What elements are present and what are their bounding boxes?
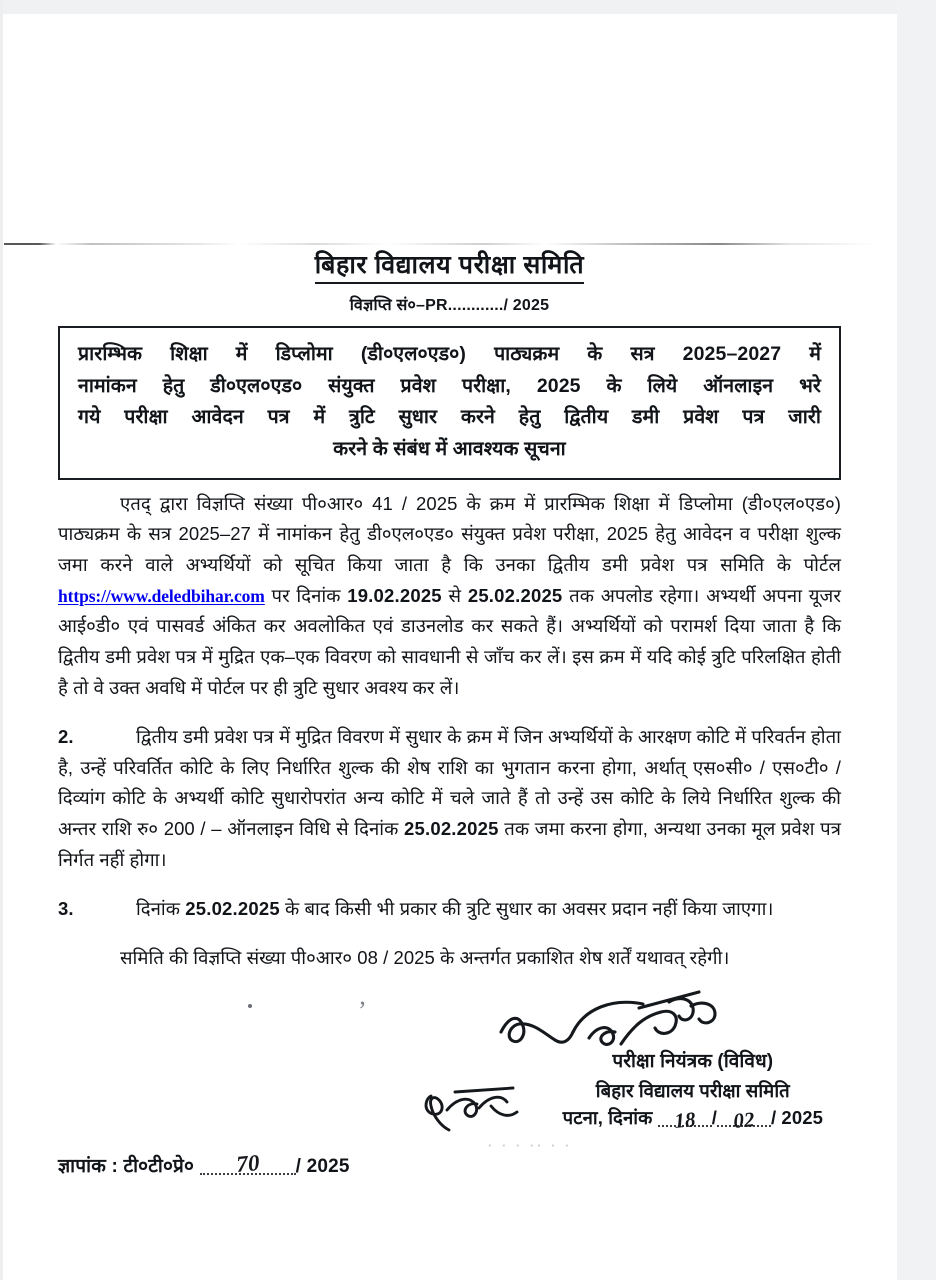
signatory-designation: परीक्षा नियंत्रक (विविध) [612, 1051, 774, 1073]
correction-window-end-date: 25.02.2025 [185, 898, 280, 919]
upload-end-date: 25.02.2025 [467, 584, 563, 606]
paragraph-4-text: समिति की विज्ञप्ति संख्या पी०आर० 08 / 2025 के अन्तर्गत प्रकाशित शेष शर्तें यथावत् रहेगी। [120, 947, 730, 969]
scanner-right-margin [897, 0, 936, 1280]
signature-slash-1: / [711, 1106, 717, 1128]
signature-place-label: पटना, दिनांक [562, 1106, 653, 1128]
paragraph-2-text-b: तक जमा करना होगा, अन्यथा उनका मूल प्रवेश पत्र निर्गत नहीं होगा। [58, 818, 841, 870]
subject-line-3: गये परीक्षा आवेदन पत्र में त्रुटि सुधार करने हेतु द्वितीय डमी प्रवेश पत्र जारी [78, 406, 821, 429]
signature-month-value: 02 [732, 1107, 756, 1133]
portal-url-link[interactable]: https://www.deledbihar.com [58, 585, 265, 606]
paragraph-2-number: 2. [58, 725, 74, 747]
ink-speck [248, 1004, 252, 1008]
signature-zone [58, 992, 841, 1142]
paragraph-1-text-a: एतद् द्वारा विज्ञप्ति संख्या पी०आर० 41 / 2025 के क्रम में प्रारम्भिक शिक्षा में डिप्लोमा (डी०एल०एड०) पाठ्यक्रम के सत्र 2025–27 में नामांकन हेतु डी०एल०एड० संयुक्त प्रवेश परीक्षा, 2025 हेतु आवेदन व परीक्षा शुल्क जमा करने वाले अभ्यर्थियों को सूचित किया जाता है कि उनका द्वितीय डमी प्रवेश पत्र समिति के पोर्टल [58, 492, 841, 575]
memo-number-field [200, 1150, 296, 1178]
handwritten-initial [421, 1078, 541, 1146]
signature-date-line [563, 1104, 823, 1131]
paragraph-2 [58, 722, 841, 876]
ink-stray-mark: ’ [358, 996, 367, 1026]
paragraph-3 [58, 894, 841, 925]
paragraph-1-text-d: तक अपलोड रहेगा। अभ्यर्थी अपना यूजर आई०डी० एवं पासवर्ड अंकित कर अवलोकित एवं डाउनलोड कर सकते हैं। अभ्यर्थियों को परामर्श दिया जाता है कि द्वितीय डमी प्रवेश पत्र में मुद्रित एक–एक विवरण को सावधानी से जाँच कर लें। इस क्रम में यदि कोई त्रुटि परिलक्षित होती है तो वे उक्त अवधि में पोर्टल पर ही त्रुटि सुधार अवश्य कर लें। [58, 584, 841, 698]
paragraph-3-number: 3. [58, 898, 74, 919]
faint-scan-residue: · · · ·· · · [488, 1138, 573, 1154]
paragraph-1 [58, 489, 841, 704]
paragraph-3-text-b: के बाद किसी भी प्रकार की त्रुटि सुधार का अवसर प्रदान नहीं किया जाएगा। [285, 898, 774, 919]
memo-year: / 2025 [295, 1156, 350, 1178]
paragraph-1-text-b: पर दिनांक [271, 584, 341, 606]
scan-line-artifact [4, 243, 876, 245]
signature-month-field [717, 1107, 771, 1133]
scanner-top-strip [0, 0, 936, 14]
subject-line-1: प्रारम्भिक शिक्षा में डिप्लोमा (डी०एल०एड०) पाठ्यक्रम के सत्र 2025–2027 में [78, 343, 821, 366]
fee-payment-deadline: 25.02.2025 [404, 818, 499, 840]
paragraph-4 [58, 943, 841, 974]
paragraph-3-text-a: दिनांक [136, 898, 181, 919]
signature-year-value: / 2025 [770, 1106, 823, 1128]
memo-label: ज्ञापांक : टी०टी०प्रे० [58, 1156, 195, 1178]
subject-box [58, 326, 841, 479]
paragraph-2-text-a: द्वितीय डमी प्रवेश पत्र में मुद्रित विवरण में सुधार के क्रम में जिन अभ्यर्थियों के आरक्षण कोटि में परिवर्तन होता है, उन्हें परिवर्तित कोटि के लिए निर्धारित शुल्क की शेष राशि का भुगतान करना होगा, अर्थात् एस०सी० / एस०टी० / दिव्यांग कोटि के अभ्यर्थी कोटि सुधारोपरांत अन्य कोटि में चले जाते हैं तो उन्हें उस कोटि के लिये निर्धारित शुल्क की अन्तर राशि रु० 200 / – ऑनलाइन विधि से दिनांक [58, 725, 841, 840]
subject-line-2: नामांकन हेतु डी०एल०एड० संयुक्त प्रवेश परीक्षा, 2025 के लिये ऑनलाइन भरे [78, 374, 821, 397]
notice-document [0, 250, 897, 1178]
memo-number-value: 70 [234, 1150, 261, 1178]
masthead [58, 250, 841, 315]
memo-row [58, 1138, 841, 1178]
signatory-organisation: बिहार विद्यालय परीक्षा समिति [595, 1079, 790, 1101]
paragraph-1-text-c: से [448, 584, 462, 606]
organisation-title: बिहार विद्यालय परीक्षा समिति [315, 250, 585, 284]
upload-start-date: 19.02.2025 [347, 584, 442, 606]
subject-line-4: करने के संबंध में आवश्यक सूचना [333, 437, 566, 460]
signature-block [563, 1048, 823, 1131]
signature-day-field [658, 1107, 712, 1133]
signature-day-value: 18 [673, 1107, 697, 1133]
notice-number: विज्ञप्ति सं०–PR............/ 2025 [349, 297, 550, 315]
